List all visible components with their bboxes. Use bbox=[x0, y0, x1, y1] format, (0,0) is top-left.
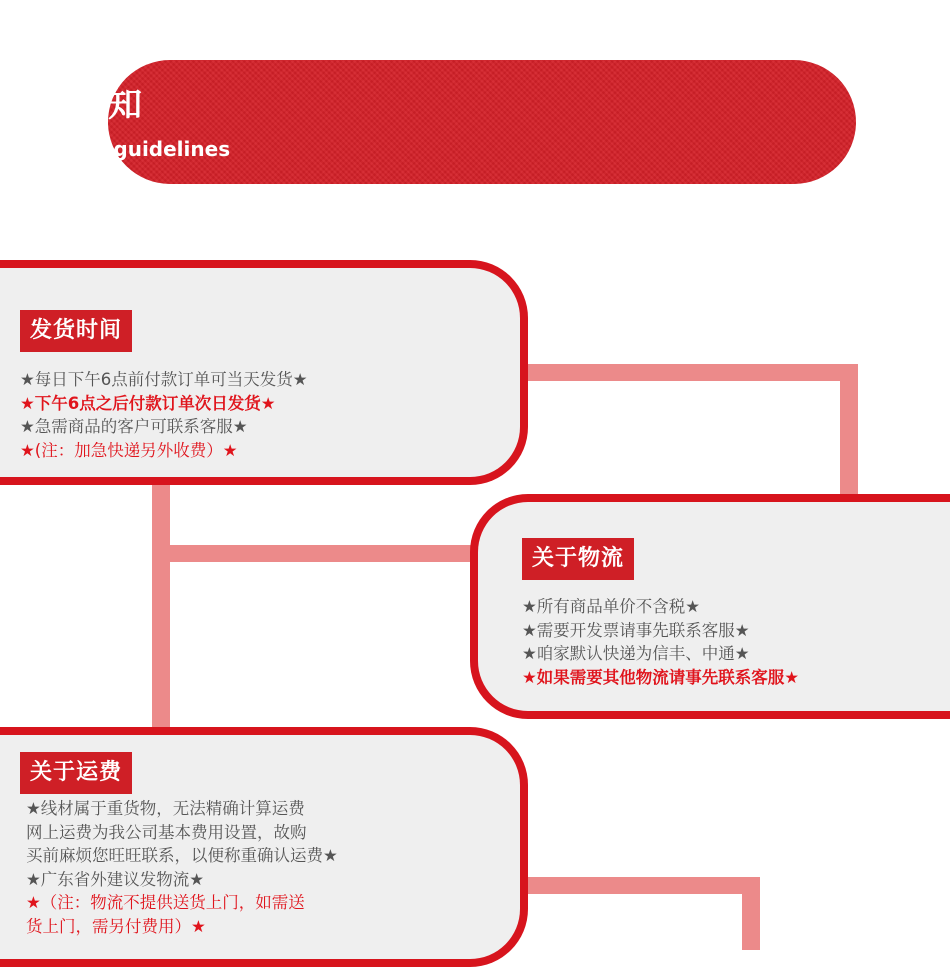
connector-bottom-horizontal bbox=[520, 877, 760, 894]
logistics-line: ★需要开发票请事先联系客服★ bbox=[522, 620, 750, 640]
header-banner bbox=[108, 60, 856, 184]
shipping-time-title: 发货时间 bbox=[20, 310, 132, 352]
logistics-line-highlight: ★如果需要其他物流请事先联系客服★ bbox=[522, 667, 800, 687]
connector-top-vertical bbox=[840, 364, 858, 504]
page-subtitle: Shopping guidelines bbox=[0, 137, 231, 161]
logistics-line: ★咱家默认快递为信丰、中通★ bbox=[522, 644, 750, 664]
logistics-title: 关于物流 bbox=[522, 538, 634, 580]
connector-mid-horizontal bbox=[152, 545, 482, 562]
shipping-fee-line: ★广东省外建议发物流★ bbox=[26, 869, 205, 889]
connector-left-vertical bbox=[152, 478, 170, 736]
logistics-line: ★所有商品单价不含税★ bbox=[522, 597, 701, 616]
page-title: 购物须知 bbox=[0, 85, 144, 125]
shipping-fee-line: 网上运费为我公司基本费用设置，故购 bbox=[26, 822, 307, 842]
shipping-time-line-note: ★(注：加急快递另外收费）★ bbox=[20, 440, 238, 460]
shipping-time-line: ★急需商品的客户可联系客服★ bbox=[20, 417, 248, 437]
connector-bottom-vertical bbox=[742, 877, 760, 950]
shipping-fee-line: ★线材属于重货物，无法精确计算运费 bbox=[26, 799, 305, 818]
shipping-time-line-highlight: ★下午6点之后付款订单次日发货★ bbox=[20, 393, 276, 413]
shipping-fee-line-note: 货上门，需另付费用）★ bbox=[26, 916, 206, 936]
shipping-fee-line-note: ★（注：物流不提供送货上门，如需送 bbox=[26, 893, 305, 913]
shipping-time-lines bbox=[20, 368, 308, 462]
logistics-lines bbox=[522, 595, 799, 689]
shipping-fee-title: 关于运费 bbox=[20, 752, 132, 794]
connector-top-horizontal bbox=[520, 364, 858, 381]
shipping-time-line: ★每日下午6点前付款订单可当天发货★ bbox=[20, 370, 308, 389]
shipping-fee-lines bbox=[26, 797, 338, 939]
shipping-fee-line: 买前麻烦您旺旺联系，以便称重确认运费★ bbox=[26, 846, 338, 866]
